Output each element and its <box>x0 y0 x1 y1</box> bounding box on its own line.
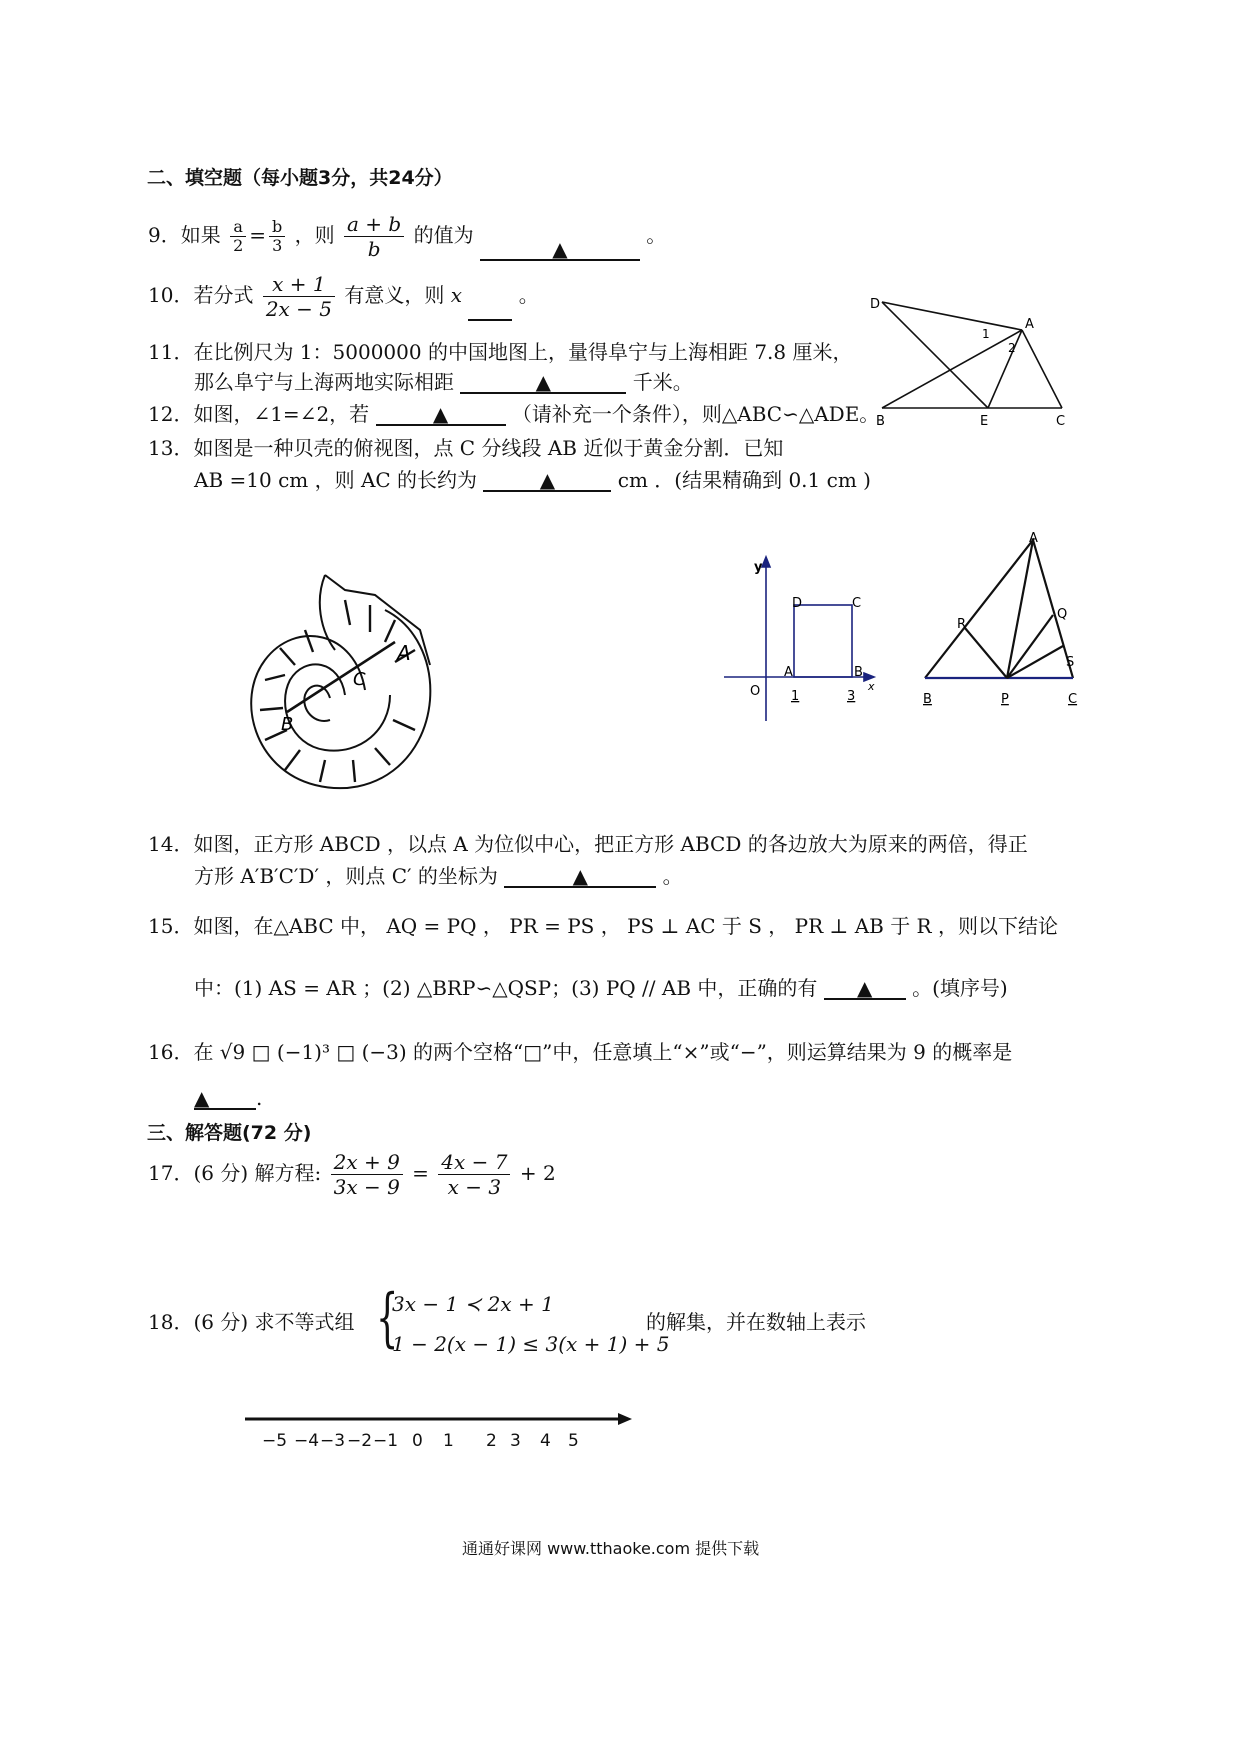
tick-minus-5: −5 <box>262 1431 288 1451</box>
section-2-heading: 二、填空题（每小题3分，共24分） <box>147 167 453 189</box>
axis-x-label: x <box>868 680 875 693</box>
shell-label-A: A <box>397 641 411 665</box>
answer-blank-16[interactable]: ▲ <box>194 1086 256 1110</box>
shell-label-B: B <box>281 714 294 735</box>
question-14-line-1: 14．如图，正方形 ABCD ，以点 A 为位似中心，把正方形 ABCD 的各边放大为原来的两倍，得正 <box>148 832 1028 856</box>
tick-minus-3: −3 <box>320 1431 346 1451</box>
question-16-line-1: 16．在 √9 □ (−1)³ □ (−3) 的两个空格“□”中，任意填上“×”或“−”，则运算结果为 9 的概率是 <box>148 1040 1013 1064</box>
triangle-figure-q12 <box>870 290 1070 430</box>
label-C: C <box>1068 692 1078 707</box>
question-18-suffix: 的解集，并在数轴上表示 <box>646 1310 866 1334</box>
triangle-figure-q15 <box>915 530 1095 720</box>
label-E: E <box>980 414 989 429</box>
label-P: P <box>1001 692 1009 707</box>
tick-3: 3 <box>510 1431 521 1451</box>
label-R: R <box>957 617 967 632</box>
shell-figure <box>225 570 465 810</box>
question-15-line-2: 中：(1) AS = AR ；(2) △BRP∽△QSP；(3) PQ // AB 中，正确的有 ▲ 。(填序号) <box>194 976 1008 1000</box>
question-18-prefix: 18．(6 分) 求不等式组 <box>148 1310 355 1334</box>
question-12: 12．如图，∠1=∠2，若 ▲ （请补充一个条件），则△ABC∽△ADE。 <box>148 402 880 426</box>
tick-minus-4: −4 <box>294 1431 320 1451</box>
label-D: D <box>792 596 803 611</box>
footer-text: 通通好课网 www.tthaoke.com 提供下载 <box>462 1539 760 1558</box>
question-15-line-1: 15．如图，在△ABC 中， AQ = PQ ， PR = PS ， PS ⊥ AC 于 S ， PR ⊥ AB 于 R ，则以下结论 <box>148 914 1058 938</box>
number-line <box>240 1404 640 1454</box>
answer-blank-10[interactable] <box>468 297 512 321</box>
tick-0: 0 <box>412 1431 423 1451</box>
question-17: 17．(6 分) 解方程: $\frac{2x + 9}{3x - 9}$ = $\frac{4x - 7}{x - 3}$ + 2 <box>148 1150 556 1199</box>
answer-blank-15[interactable]: ▲ <box>824 976 906 1000</box>
label-C: C <box>1056 414 1066 429</box>
section-3-heading: 三、解答题(72 分) <box>147 1122 312 1144</box>
question-11-line-2: 那么阜宁与上海两地实际相距 ▲ 千米。 <box>194 370 693 394</box>
label-angle-2: 2 <box>1008 341 1016 355</box>
answer-blank-13[interactable]: ▲ <box>483 468 611 492</box>
fraction-a-over-2: $\frac{a}{2}$ <box>230 218 246 255</box>
answer-blank-11[interactable]: ▲ <box>460 370 626 394</box>
label-B: B <box>876 414 885 429</box>
question-11-line-1: 11．在比例尺为 1：5000000 的中国地图上，量得阜宁与上海相距 7.8 厘米， <box>148 340 853 364</box>
label-angle-1: 1 <box>982 327 990 341</box>
question-14-line-2: 方形 A′B′C′D′ ，则点 C′ 的坐标为 ▲ 。 <box>194 864 683 888</box>
inequality-2: 1 − 2(x − 1) ≤ 3(x + 1) + 5 <box>392 1332 670 1356</box>
fraction-2x-plus-9-over-3x-minus-9: $\frac{2x + 9}{3x - 9}$ <box>331 1150 403 1199</box>
tick-minus-1: −1 <box>373 1431 399 1451</box>
answer-blank-9[interactable]: ▲ <box>480 237 640 261</box>
label-A: A <box>1029 531 1038 546</box>
label-Q: Q <box>1057 607 1068 622</box>
question-9: 9．如果 $\frac{a}{2}$ = $\frac{b}{3}$ ，则 $\frac{a + b}{b}$ 的值为 ▲ 。 <box>148 212 667 261</box>
tick-5: 5 <box>568 1431 579 1451</box>
label-A: A <box>784 665 793 680</box>
answer-blank-14[interactable]: ▲ <box>504 864 656 888</box>
question-13-line-1: 13．如图是一种贝壳的俯视图，点 C 分线段 AB 近似于黄金分割．已知 <box>148 436 784 460</box>
tick-1: 1 <box>443 1431 454 1451</box>
tick-2: 2 <box>486 1431 497 1451</box>
tick-3: 3 <box>847 689 856 704</box>
fraction-a-plus-b-over-b: $\frac{a + b}{b}$ <box>344 212 404 261</box>
question-10: 10．若分式 $\frac{x + 1}{2x - 5}$ 有意义，则 x 。 <box>148 272 539 321</box>
brace-symbol: { <box>376 1281 399 1355</box>
coordinate-figure-q14 <box>718 555 883 725</box>
axis-y-label: y <box>754 560 763 575</box>
q9-prefix: 9．如果 <box>148 223 221 247</box>
inequality-1: 3x − 1 ≺ 2x + 1 <box>392 1292 554 1316</box>
fraction-b-over-3: $\frac{b}{3}$ <box>269 218 285 255</box>
label-B: B <box>854 665 863 680</box>
tick-1: 1 <box>791 689 800 704</box>
answer-blank-12[interactable]: ▲ <box>376 402 506 426</box>
label-A: A <box>1025 317 1034 332</box>
fraction-4x-minus-7-over-x-minus-3: $\frac{4x - 7}{x - 3}$ <box>438 1150 510 1199</box>
tick-4: 4 <box>540 1431 551 1451</box>
square-ABCD <box>794 605 852 677</box>
label-D: D <box>870 297 881 312</box>
tick-minus-2: −2 <box>347 1431 373 1451</box>
shell-label-C: C <box>353 669 366 690</box>
fraction-x-plus-1-over-2x-minus-5: $\frac{x + 1}{2x - 5}$ <box>263 272 335 321</box>
question-16-line-2: ▲ . <box>194 1086 263 1110</box>
question-13-line-2: AB =10 cm ，则 AC 的长约为 ▲ cm ．(结果精确到 0.1 cm ) <box>194 468 871 492</box>
label-S: S <box>1066 655 1075 670</box>
label-B: B <box>923 692 932 707</box>
label-O: O <box>750 684 761 699</box>
label-C: C <box>852 596 862 611</box>
